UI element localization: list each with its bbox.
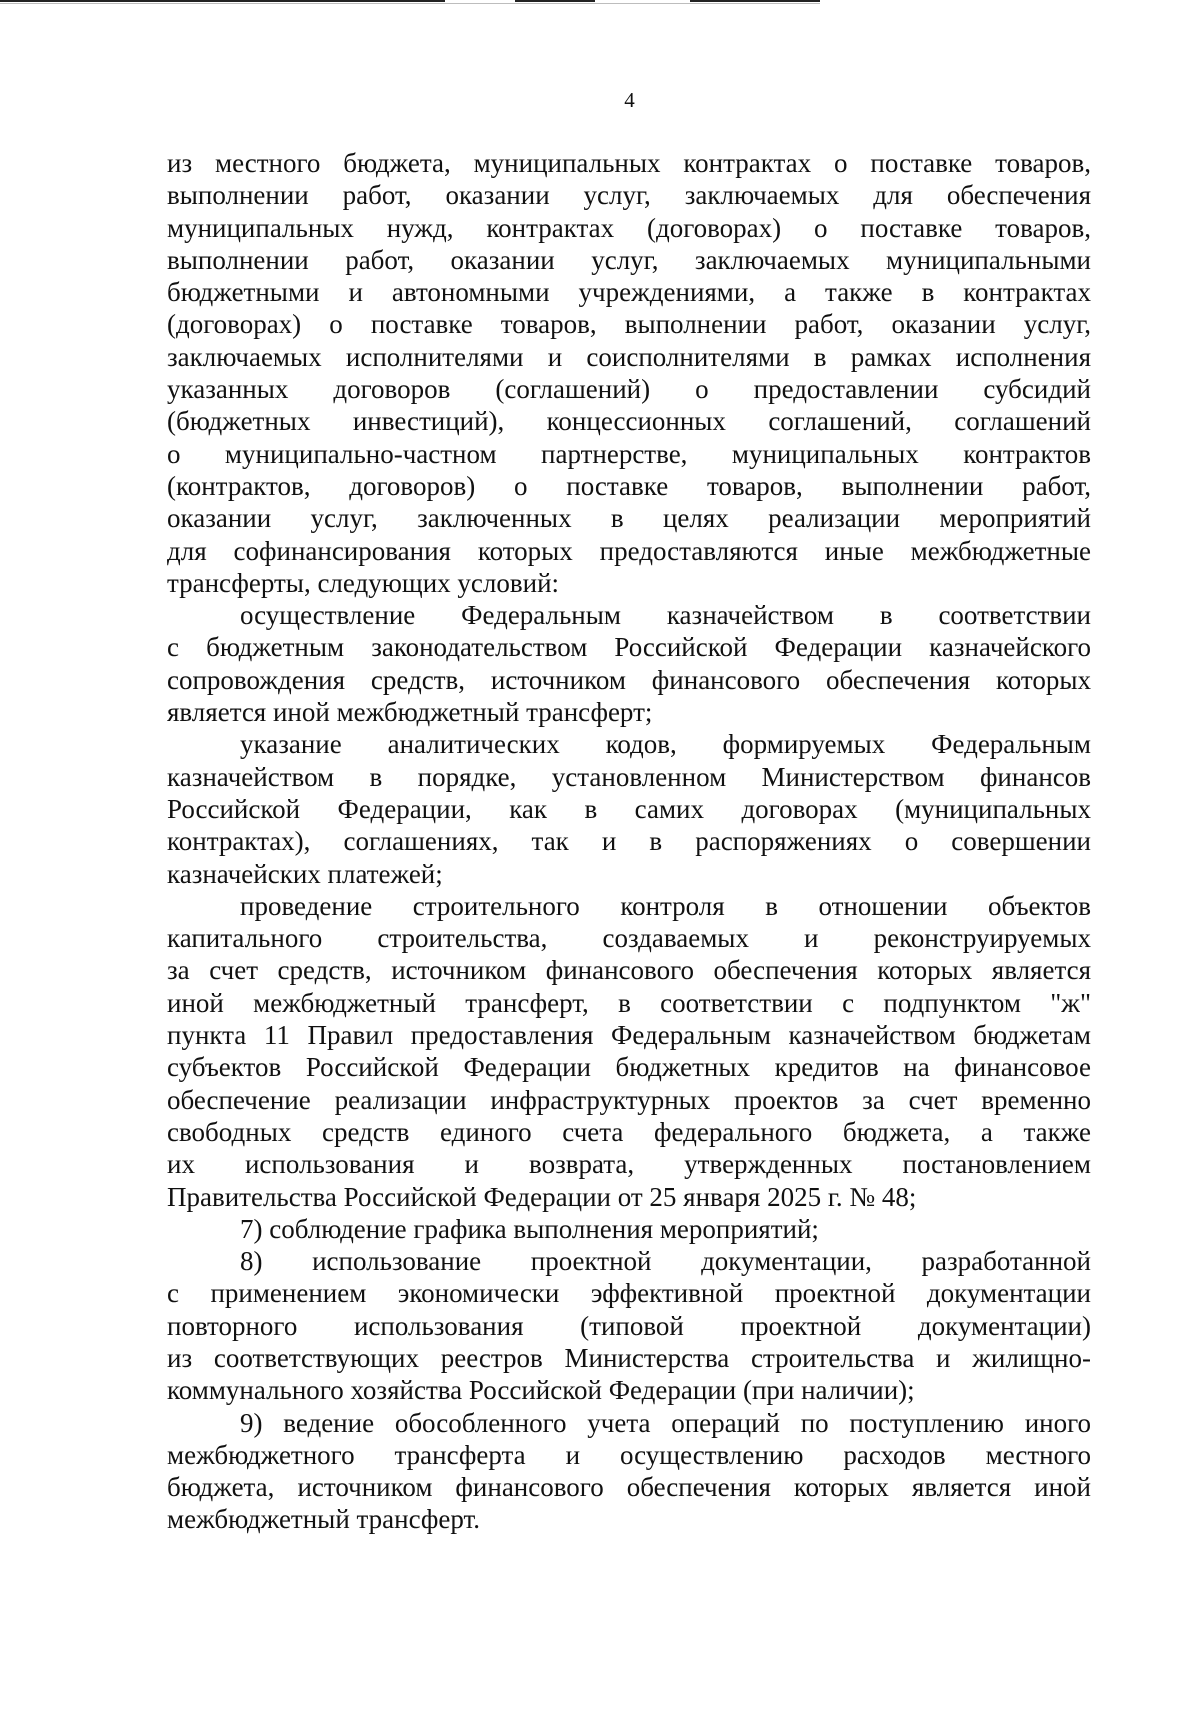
- paragraph: [167, 1213, 1091, 1245]
- text-line: коммунального хозяйства Российской Федерации (при наличии);: [167, 1375, 915, 1406]
- text-line: указание аналитических кодов, формируемых Федеральным: [240, 729, 1091, 760]
- text-line: обеспечение реализации инфраструктурных проектов за счет временно: [167, 1084, 1091, 1115]
- text-line: (договорах) о поставке товаров, выполнении работ, оказании услуг,: [167, 309, 1091, 340]
- text-line: оказании услуг, заключенных в целях реализации мероприятий: [167, 503, 1091, 534]
- text-line: их использования и возврата, утвержденных постановлением: [167, 1149, 1091, 1180]
- paragraph: [167, 1407, 1091, 1536]
- text-line: повторного использования (типовой проектной документации): [167, 1310, 1091, 1341]
- text-line: выполнении работ, оказании услуг, заключаемых для обеспечения: [167, 180, 1091, 211]
- paragraph: [167, 147, 1091, 599]
- text-line: 8) использование проектной документации, разработанной: [240, 1246, 1091, 1277]
- text-line: бюджетными и автономными учреждениями, а также в контрактах: [167, 277, 1091, 308]
- text-line: пункта 11 Правил предоставления Федеральным казначейством бюджетам: [167, 1020, 1091, 1051]
- text-line: Российской Федерации, как в самих договорах (муниципальных: [167, 793, 1091, 824]
- text-line: казначейством в порядке, установленном Министерством финансов: [167, 761, 1091, 792]
- text-line: (бюджетных инвестиций), концессионных соглашений, соглашений: [167, 406, 1091, 437]
- text-line: является иной межбюджетный трансферт;: [167, 697, 653, 728]
- text-line: о муниципально-частном партнерстве, муниципальных контрактов: [167, 438, 1091, 469]
- paragraph: [167, 890, 1091, 1213]
- text-line: выполнении работ, оказании услуг, заключаемых муниципальными: [167, 244, 1091, 275]
- text-line: (контрактов, договоров) о поставке товаров, выполнении работ,: [167, 470, 1091, 501]
- text-line: субъектов Российской Федерации бюджетных кредитов на финансовое: [167, 1052, 1091, 1083]
- paragraph: [167, 728, 1091, 889]
- text-line: казначейских платежей;: [167, 858, 443, 889]
- page-number: 4: [624, 88, 635, 112]
- text-line: бюджета, источником финансового обеспечения которых является иной: [167, 1472, 1091, 1503]
- text-line: свободных средств единого счета федерального бюджета, а также: [167, 1116, 1091, 1147]
- paragraph: [167, 599, 1091, 728]
- text-line: за счет средств, источником финансового обеспечения которых является: [167, 955, 1091, 986]
- text-line: сопровождения средств, источником финансового обеспечения которых: [167, 664, 1091, 695]
- text-line: с применением экономически эффективной проектной документации: [167, 1278, 1091, 1309]
- text-line: межбюджетного трансферта и осуществлению расходов местного: [167, 1439, 1091, 1470]
- text-line: осуществление Федеральным казначейством в соответствии: [240, 600, 1091, 631]
- scan-edge-mark: [690, 0, 820, 2]
- text-line: межбюджетный трансферт.: [167, 1504, 481, 1535]
- text-line: Правительства Российской Федерации от 25 января 2025 г. № 48;: [167, 1181, 917, 1212]
- scan-edge-mark: [0, 0, 445, 2]
- text-line: из местного бюджета, муниципальных контрактах о поставке товаров,: [167, 148, 1091, 178]
- text-line: из соответствующих реестров Министерства строительства и жилищно-: [167, 1342, 1091, 1373]
- text-line: трансферты, следующих условий:: [167, 567, 560, 598]
- scan-edge-line: [0, 3, 820, 4]
- scan-edge-mark: [515, 0, 595, 2]
- text-line: муниципальных нужд, контрактах (договорах) о поставке товаров,: [167, 212, 1091, 243]
- text-line: указанных договоров (соглашений) о предоставлении субсидий: [167, 374, 1091, 405]
- text-line: иной межбюджетный трансферт, в соответствии с подпунктом "ж": [167, 987, 1091, 1018]
- text-line: контрактах), соглашениях, так и в распоряжениях о совершении: [167, 826, 1091, 857]
- text-line: капитального строительства, создаваемых и реконструируемых: [167, 923, 1091, 954]
- paragraph: [167, 1245, 1091, 1406]
- text-line: заключаемых исполнителями и соисполнителями в рамках исполнения: [167, 341, 1091, 372]
- text-line: для софинансирования которых предоставляются иные межбюджетные: [167, 535, 1091, 566]
- text-line: 9) ведение обособленного учета операций по поступлению иного: [240, 1407, 1091, 1438]
- text-line: с бюджетным законодательством Российской Федерации казначейского: [167, 632, 1091, 663]
- text-line: 7) соблюдение графика выполнения мероприятий;: [240, 1213, 819, 1244]
- text-line: проведение строительного контроля в отношении объектов: [240, 890, 1091, 921]
- document-body: [167, 147, 1091, 1536]
